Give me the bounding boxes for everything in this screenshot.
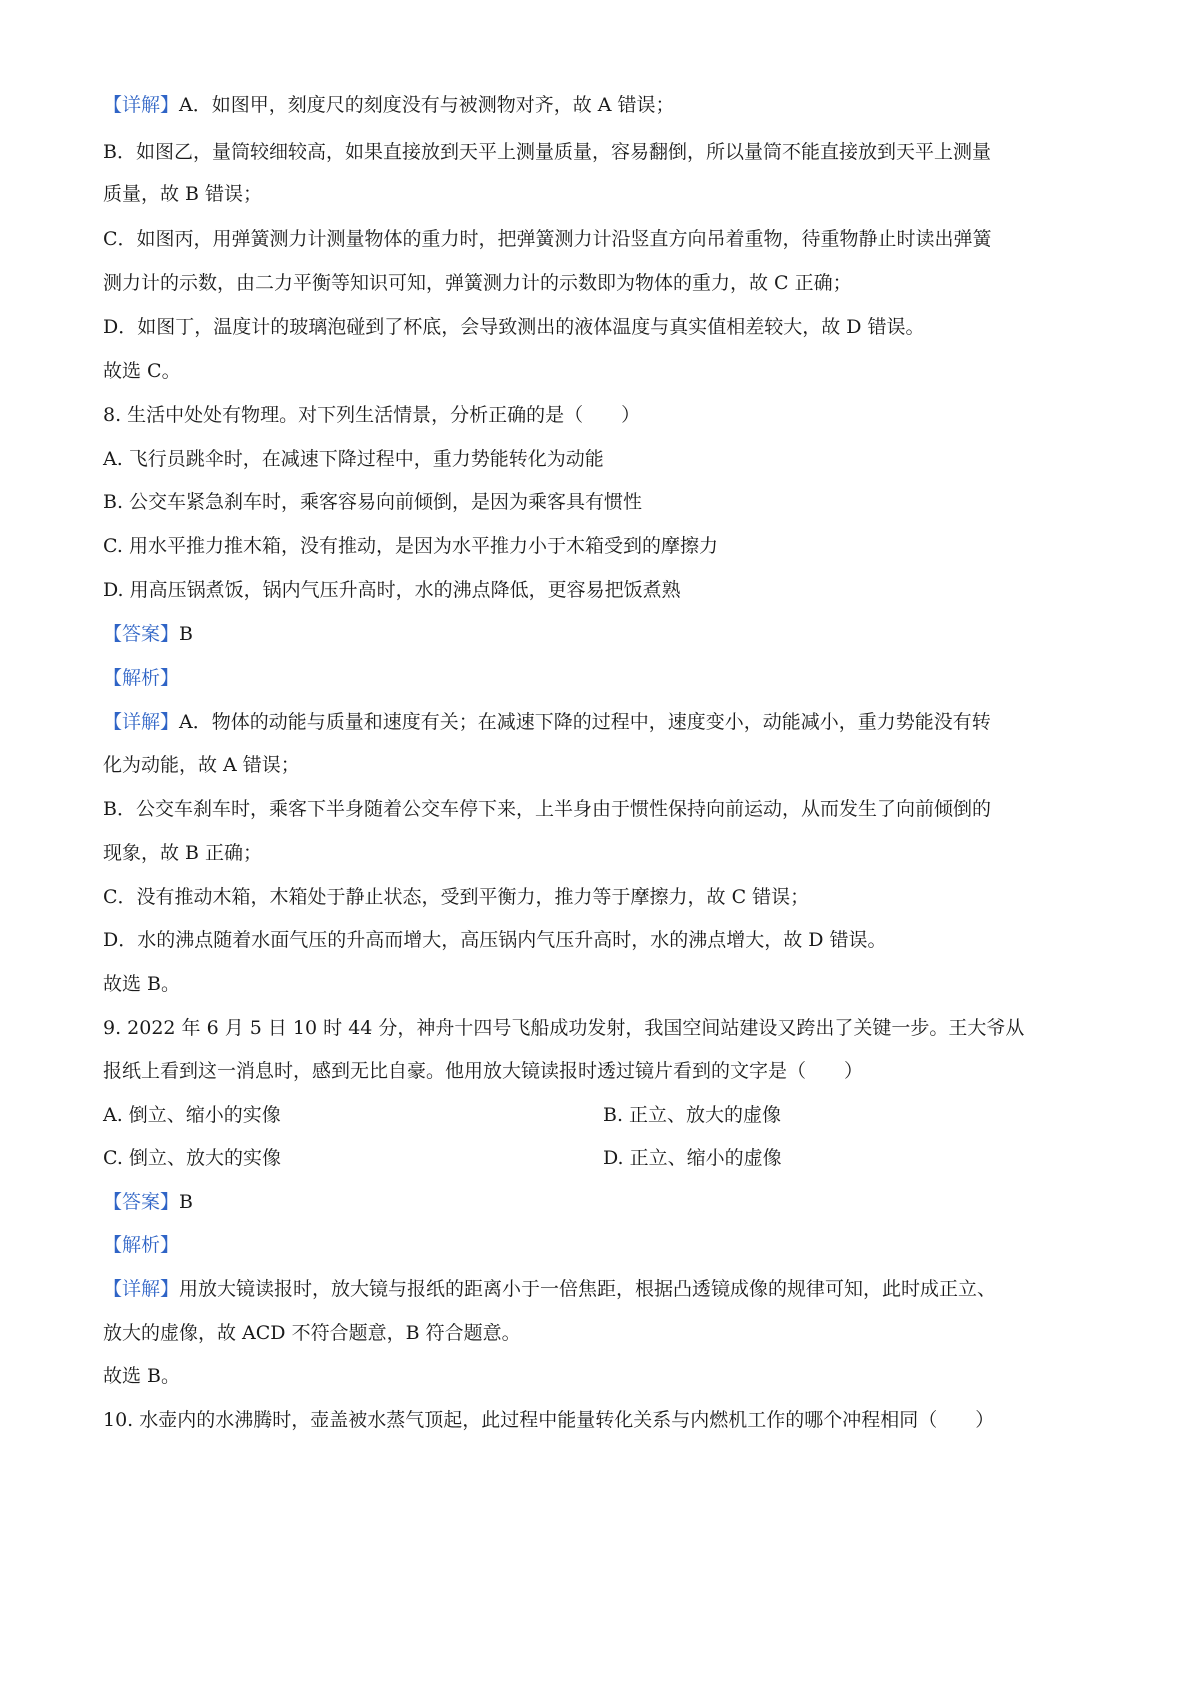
detail-tag: 【详解】 xyxy=(103,94,180,116)
q9-option-b: B. 正立、放大的虚像 xyxy=(603,1104,782,1126)
q9-option-a: A. 倒立、缩小的实像 xyxy=(103,1104,281,1126)
q9-stem-line2: 报纸上看到这一消息时，感到无比自豪。他用放大镜读报时透过镜片看到的文字是（ ） xyxy=(103,1060,864,1082)
q7-detail-b-line2: 质量，故 B 错误； xyxy=(103,183,263,205)
q9-option-c: C. 倒立、放大的实像 xyxy=(103,1147,281,1169)
q8-option-a: A. 飞行员跳伞时，在减速下降过程中，重力势能转化为动能 xyxy=(103,448,604,470)
q9-stem-line1: 9. 2022 年 6 月 5 日 10 时 44 分，神舟十四号飞船成功发射，我国空间站建设又跨出了关键一步。王大爷从 xyxy=(103,1017,1025,1039)
q7-detail-c-line2: 测力计的示数，由二力平衡等知识可知，弹簧测力计的示数即为物体的重力，故 C 正确； xyxy=(103,272,852,294)
q7-detail-a-text: A．如图甲，刻度尺的刻度没有与被测物对齐，故 A 错误； xyxy=(179,94,675,116)
q8-conclusion: 故选 B。 xyxy=(103,973,181,995)
q9-analysis xyxy=(103,1232,179,1258)
answer-tag: 【答案】 xyxy=(103,623,180,645)
q8-stem: 8. 生活中处处有物理。对下列生活情景，分析正确的是（ ） xyxy=(103,404,641,426)
detail-tag: 【详解】 xyxy=(103,711,180,733)
q9-option-d: D. 正立、缩小的虚像 xyxy=(603,1147,782,1169)
analysis-tag: 【解析】 xyxy=(103,1234,180,1256)
q8-option-c: C. 用水平推力推木箱，没有推动，是因为水平推力小于木箱受到的摩擦力 xyxy=(103,535,718,557)
q8-option-b: B. 公交车紧急刹车时，乘客容易向前倾倒，是因为乘客具有惯性 xyxy=(103,491,643,513)
q9-answer-value: B xyxy=(179,1191,193,1213)
q8-detail-d: D．水的沸点随着水面气压的升高而增大，高压锅内气压升高时，水的沸点增大，故 D 错误。 xyxy=(103,929,887,951)
q8-analysis xyxy=(103,665,179,691)
detail-tag: 【详解】 xyxy=(103,1278,180,1300)
q7-detail-d: D．如图丁，温度计的玻璃泡碰到了杯底，会导致测出的液体温度与真实值相差较大，故 D 错误。 xyxy=(103,316,925,338)
q9-detail-line2: 放大的虚像，故 ACD 不符合题意，B 符合题意。 xyxy=(103,1322,521,1344)
q9-conclusion: 故选 B。 xyxy=(103,1365,181,1387)
q9-answer xyxy=(103,1189,193,1215)
answer-tag: 【答案】 xyxy=(103,1191,180,1213)
q8-detail-b-line1: B．公交车刹车时，乘客下半身随着公交车停下来，上半身由于惯性保持向前运动，从而发生了向前倾倒的 xyxy=(103,798,991,820)
q9-detail-text: 用放大镜读报时，放大镜与报纸的距离小于一倍焦距，根据凸透镜成像的规律可知，此时成正立、 xyxy=(179,1278,997,1300)
q8-detail-a-text: A．物体的动能与质量和速度有关；在减速下降的过程中，速度变小，动能减小，重力势能没有转 xyxy=(179,711,991,733)
q8-detail-a-line1 xyxy=(103,709,991,735)
q9-detail-line1 xyxy=(103,1276,996,1302)
q8-answer-value: B xyxy=(179,623,193,645)
q7-detail-a xyxy=(103,92,675,118)
q8-detail-c: C．没有推动木箱，木箱处于静止状态，受到平衡力，推力等于摩擦力，故 C 错误； xyxy=(103,886,810,908)
analysis-tag: 【解析】 xyxy=(103,667,180,689)
q8-detail-a-line2: 化为动能，故 A 错误； xyxy=(103,754,300,776)
q7-conclusion: 故选 C。 xyxy=(103,360,181,382)
q8-answer xyxy=(103,621,193,647)
q8-detail-b-line2: 现象，故 B 正确； xyxy=(103,842,263,864)
q7-detail-c-line1: C．如图丙，用弹簧测力计测量物体的重力时，把弹簧测力计沿竖直方向吊着重物，待重物静止时读出弹簧 xyxy=(103,228,992,250)
q7-detail-b-line1: B．如图乙，量筒较细较高，如果直接放到天平上测量质量，容易翻倒，所以量筒不能直接放到天平上测量 xyxy=(103,141,991,163)
q10-stem: 10. 水壶内的水沸腾时，壶盖被水蒸气顶起，此过程中能量转化关系与内燃机工作的哪个冲程相同（ ） xyxy=(103,1409,995,1431)
q8-option-d: D. 用高压锅煮饭，锅内气压升高时，水的沸点降低，更容易把饭煮熟 xyxy=(103,579,681,601)
